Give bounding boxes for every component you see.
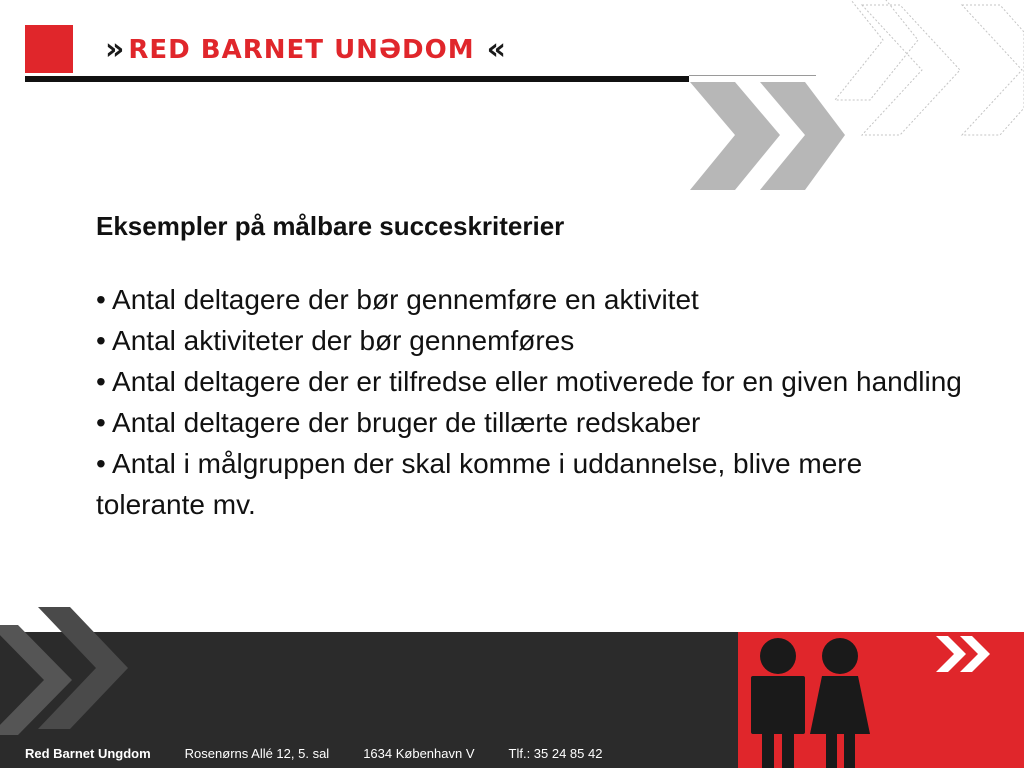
footer-phone: Tlf.: 35 24 85 42 <box>508 745 603 761</box>
bullet-item: • Antal deltagere der bruger de tillærte redskaber <box>96 407 701 438</box>
double-chevron-right-icon: » <box>105 32 121 67</box>
double-chevron-left-icon: « <box>486 32 502 67</box>
child-figures-icon <box>751 638 870 768</box>
brand-name: RED BARNET UNƏDOM <box>128 35 475 65</box>
white-double-chevron-icon <box>936 636 990 672</box>
footer-org-name: Red Barnet Ungdom <box>25 745 151 761</box>
footer-address: Rosenørns Allé 12, 5. sal <box>184 745 330 761</box>
footer-city: 1634 København V <box>363 745 475 761</box>
bullet-item: • Antal aktiviteter der bør gennemføres <box>96 325 575 356</box>
bullet-item: • Antal deltagere der er tilfredse eller motiverede for en given handling <box>96 366 962 397</box>
bullet-item: • Antal deltagere der bør gennemføre en aktivitet <box>96 284 699 315</box>
bullet-item: • Antal i målgruppen der skal komme i uddannelse, blive mere tolerante mv. <box>96 448 863 520</box>
slide-heading: Eksempler på målbare succeskriterier <box>96 211 565 241</box>
footer-contact-bar <box>0 738 738 768</box>
chevron-right-icon <box>0 607 128 735</box>
